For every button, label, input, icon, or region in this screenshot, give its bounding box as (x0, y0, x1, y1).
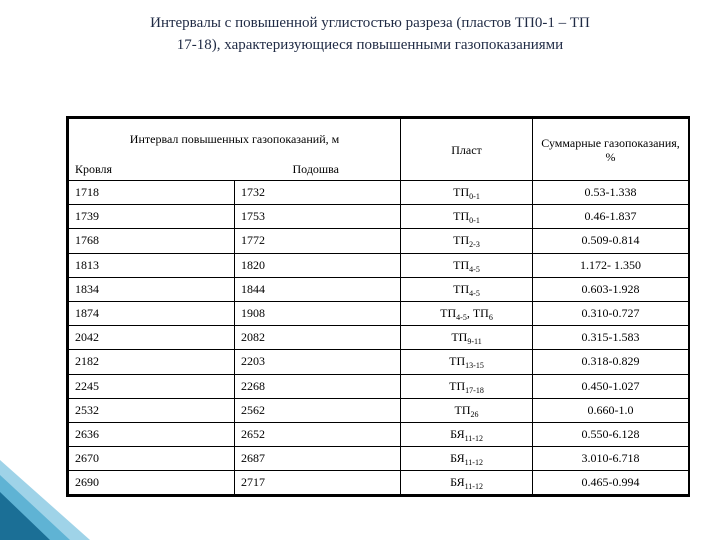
slide-title (100, 12, 640, 56)
cell-top: 2042 (69, 326, 235, 350)
cell-bottom: 2652 (235, 422, 401, 446)
plast-name: БЯ (450, 426, 465, 441)
cell-sum: 3.010-6.718 (533, 447, 689, 471)
plast-index: 0-1 (469, 192, 480, 202)
cell-top: 2690 (69, 471, 235, 495)
cell-bottom: 1772 (235, 229, 401, 253)
cell-top: 1739 (69, 205, 235, 229)
cell-sum: 0.310-0.727 (533, 301, 689, 325)
cell-sum: 1.172- 1.350 (533, 253, 689, 277)
cell-plast (401, 205, 533, 229)
plast-name: БЯ (450, 451, 465, 466)
plast-index: 17-18 (465, 385, 484, 395)
cell-plast (401, 350, 533, 374)
plast-index: 9-11 (467, 337, 482, 347)
intervals-table (66, 116, 690, 497)
plast-name: ТП (454, 402, 471, 417)
plast-name: БЯ (450, 475, 465, 490)
cell-top: 1718 (69, 181, 235, 205)
plast-name: ТП (453, 257, 470, 272)
cell-bottom: 2203 (235, 350, 401, 374)
plast-name: ТП (453, 233, 470, 248)
plast-index: 11-12 (464, 482, 483, 492)
cell-plast (401, 277, 533, 301)
table-row (69, 471, 689, 495)
cell-plast (401, 374, 533, 398)
cell-bottom: 2562 (235, 398, 401, 422)
cell-bottom: 2268 (235, 374, 401, 398)
cell-top: 1768 (69, 229, 235, 253)
table-row (69, 326, 689, 350)
cell-top: 1834 (69, 277, 235, 301)
cell-plast (401, 422, 533, 446)
plast-name: ТП (453, 209, 470, 224)
plast-name: ТП (440, 306, 457, 321)
plast-index: 4-5 (456, 313, 467, 323)
table-row (69, 277, 689, 301)
plast-index: 11-12 (464, 433, 483, 443)
cell-plast (401, 229, 533, 253)
cell-bottom: 1908 (235, 301, 401, 325)
slide-title-line-1: Интервалы с повышенной углистостью разреза (пластов ТП0-1 – ТП (150, 15, 590, 31)
cell-sum: 0.46-1.837 (533, 205, 689, 229)
cell-top: 2245 (69, 374, 235, 398)
plast-index: 11-12 (464, 458, 483, 468)
table-row (69, 301, 689, 325)
cell-bottom: 2687 (235, 447, 401, 471)
plast-extra-index: 6 (488, 313, 493, 323)
cell-top: 2636 (69, 422, 235, 446)
cell-sum: 0.450-1.027 (533, 374, 689, 398)
corner-decoration (0, 440, 90, 540)
table-row (69, 229, 689, 253)
plast-name: ТП (449, 378, 466, 393)
cell-sum: 0.509-0.814 (533, 229, 689, 253)
header-interval: Интервал повышенных газопоказаний, м (69, 119, 401, 159)
header-top: Кровля (69, 159, 235, 181)
cell-sum: 0.550-6.128 (533, 422, 689, 446)
plast-name: ТП (449, 354, 466, 369)
cell-sum: 0.603-1.928 (533, 277, 689, 301)
plast-name: ТП (453, 185, 470, 200)
table-row (69, 398, 689, 422)
cell-top: 2670 (69, 447, 235, 471)
cell-plast (401, 301, 533, 325)
cell-plast (401, 471, 533, 495)
cell-bottom: 1820 (235, 253, 401, 277)
table-row (69, 447, 689, 471)
header-bottom: Подошва (235, 159, 401, 181)
plast-extra-name: , ТП (466, 306, 489, 321)
plast-index: 4-5 (469, 264, 480, 274)
cell-sum: 0.53-1.338 (533, 181, 689, 205)
plast-index: 13-15 (465, 361, 484, 371)
cell-sum: 0.465-0.994 (533, 471, 689, 495)
cell-top: 2182 (69, 350, 235, 374)
cell-bottom: 1753 (235, 205, 401, 229)
cell-top: 1813 (69, 253, 235, 277)
cell-plast (401, 447, 533, 471)
cell-top: 1874 (69, 301, 235, 325)
plast-name: ТП (451, 330, 468, 345)
table-row (69, 253, 689, 277)
table-row (69, 422, 689, 446)
slide-title-line-2: 17-18), характеризующиеся повышенными газопоказаниями (176, 37, 564, 53)
cell-plast (401, 398, 533, 422)
plast-index: 0-1 (469, 216, 480, 226)
cell-sum: 0.660-1.0 (533, 398, 689, 422)
cell-sum: 0.318-0.829 (533, 350, 689, 374)
cell-plast (401, 253, 533, 277)
header-sum: Суммарные газопоказания, % (533, 119, 689, 181)
cell-bottom: 1732 (235, 181, 401, 205)
table-row (69, 181, 689, 205)
cell-sum: 0.315-1.583 (533, 326, 689, 350)
cell-bottom: 2717 (235, 471, 401, 495)
plast-index: 4-5 (469, 288, 480, 298)
plast-index: 2-3 (469, 240, 480, 250)
cell-plast (401, 181, 533, 205)
plast-name: ТП (453, 281, 470, 296)
cell-bottom: 1844 (235, 277, 401, 301)
header-plast: Пласт (401, 119, 533, 181)
cell-top: 2532 (69, 398, 235, 422)
cell-bottom: 2082 (235, 326, 401, 350)
plast-index: 26 (470, 409, 479, 419)
cell-plast (401, 326, 533, 350)
table-row (69, 205, 689, 229)
table-row (69, 350, 689, 374)
table-row (69, 374, 689, 398)
